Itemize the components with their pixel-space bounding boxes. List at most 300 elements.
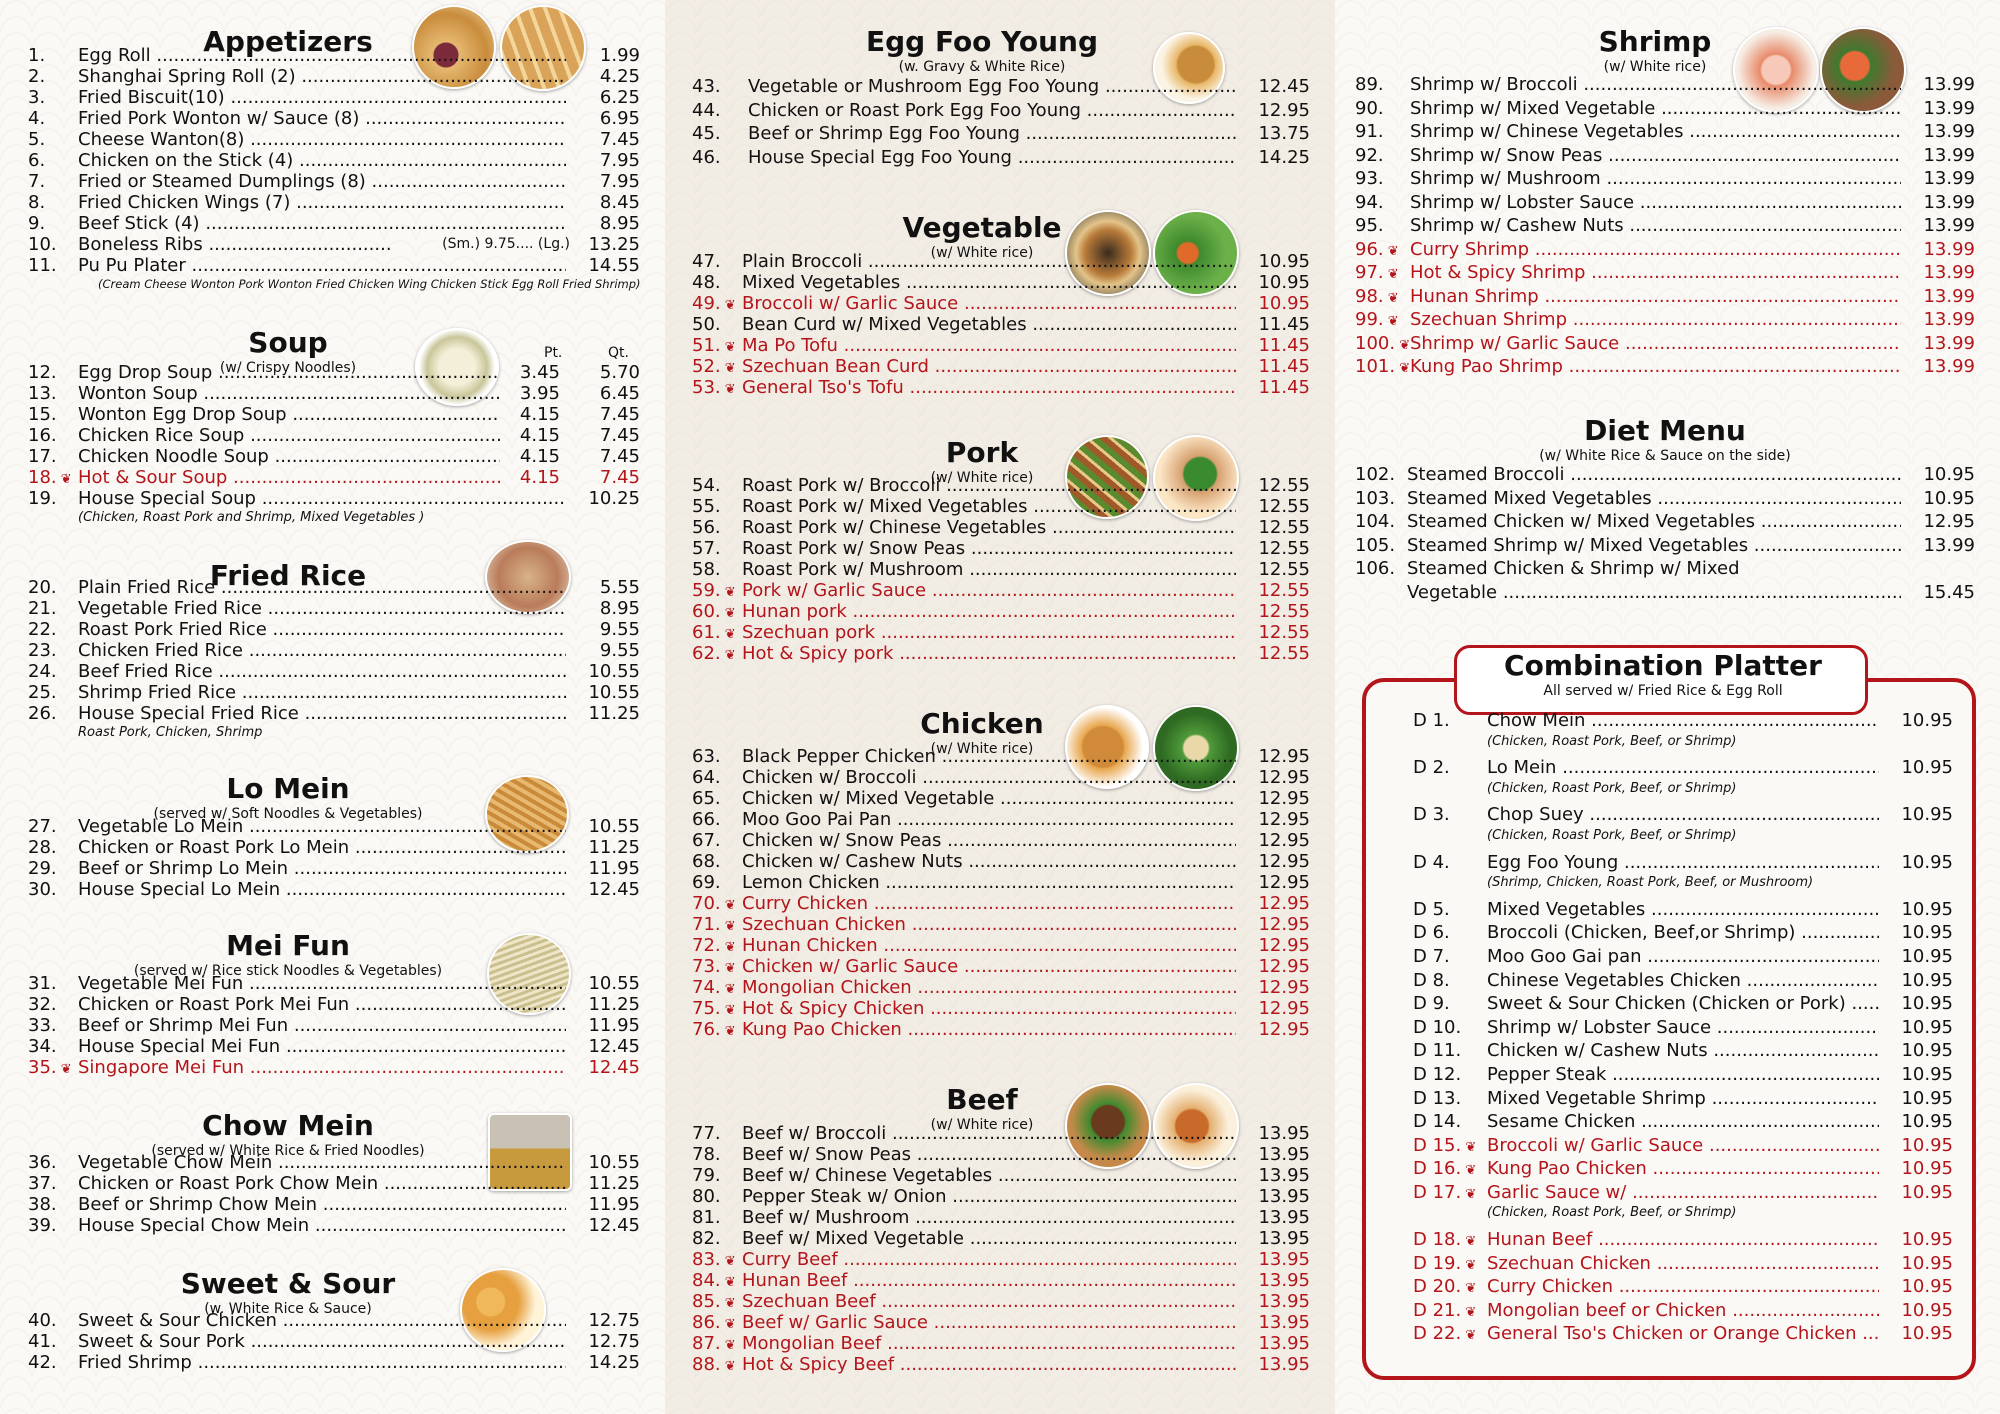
menu-item-row xyxy=(28,816,640,837)
item-name: Hot & Spicy Beef ..... xyxy=(742,1354,1236,1375)
item-price: 10.95 xyxy=(1901,993,1953,1015)
menu-item-row xyxy=(28,45,640,66)
menu-item-row xyxy=(692,893,1310,914)
item-price: 12.75 xyxy=(588,1310,640,1331)
menu-item-row xyxy=(692,622,1310,643)
item-name: Black Pepper Chicken ..... xyxy=(742,746,1236,767)
item-name: Steamed Mixed Vegetables ..... xyxy=(1407,487,1901,511)
menu-item-row xyxy=(28,973,640,994)
item-price: 6.95 xyxy=(599,108,640,129)
item-price: 12.45 xyxy=(1258,76,1310,97)
item-number xyxy=(1413,1134,1477,1158)
menu-item-row xyxy=(28,577,640,598)
item-price: 12.95 xyxy=(1258,767,1310,788)
item-price-pint: 4.15 xyxy=(519,404,560,425)
item-name: Hot & Spicy pork ..... xyxy=(742,643,1236,664)
item-price: 10.95 xyxy=(1901,1181,1953,1203)
item-number: 25. xyxy=(28,682,57,703)
item-name: House Special Fried Rice ..... xyxy=(78,703,566,724)
menu-item-row xyxy=(692,872,1310,893)
item-price: 13.99 xyxy=(1923,97,1975,119)
item-number: 33. xyxy=(28,1015,57,1036)
item-number: 38. xyxy=(28,1194,57,1215)
item-price: 10.95 xyxy=(1923,464,1975,485)
item-number xyxy=(692,935,742,956)
item-number-text: 73. xyxy=(692,956,721,977)
item-number xyxy=(692,1249,742,1270)
item-name: Roast Pork w/ Broccoli ..... xyxy=(742,475,1236,496)
item-number-text: D 19. xyxy=(1413,1252,1462,1274)
menu-item-row xyxy=(1355,238,1975,262)
item-number-text: 51. xyxy=(692,335,721,356)
item-number xyxy=(692,622,742,643)
menu-item-row xyxy=(28,858,640,879)
item-name: Hot & Sour Soup ..... xyxy=(78,467,500,488)
item-number: 89. xyxy=(1355,74,1384,95)
item-number: 46. xyxy=(692,146,721,168)
menu-item-row xyxy=(28,425,640,446)
menu-item-row xyxy=(28,682,640,703)
item-price: 13.99 xyxy=(1923,121,1975,142)
menu-item-row xyxy=(1355,557,1975,581)
appetizers-title: Appetizers xyxy=(203,25,373,58)
chicken-subtitle: (w/ White rice) xyxy=(930,741,1034,757)
item-number: D 14. xyxy=(1413,1111,1462,1133)
item-number-text: 75. xyxy=(692,998,721,1019)
item-name: Hunan Beef ..... xyxy=(1487,1228,1879,1252)
item-number xyxy=(692,1019,742,1040)
item-number-text: 59. xyxy=(692,580,721,601)
chili-pepper-icon: ❦ xyxy=(720,1024,736,1039)
lo-mein-title: Lo Mein xyxy=(226,772,350,805)
item-price: 12.45 xyxy=(588,879,640,900)
item-price: 11.95 xyxy=(588,858,640,879)
beef-list xyxy=(692,1123,1310,1375)
item-name: Moo Goo Pai Pan ..... xyxy=(742,809,1236,830)
item-name: Beef w/ Mushroom ..... xyxy=(742,1207,1236,1228)
menu-item-row xyxy=(1413,1228,1953,1252)
menu-item-row xyxy=(692,75,1310,99)
fried-rice-title: Fried Rice xyxy=(209,559,367,592)
item-name: Szechuan pork ..... xyxy=(742,622,1236,643)
menu-item-row xyxy=(28,1173,640,1194)
chow-mein-subtitle: (served w/ White Rice & Fried Noodles) xyxy=(151,1143,425,1159)
item-price: 10.95 xyxy=(1258,272,1310,293)
item-name: Lo Mein ..... xyxy=(1487,756,1879,780)
item-price: 12.95 xyxy=(1258,809,1310,830)
item-price: 12.95 xyxy=(1258,914,1310,935)
item-price: 13.95 xyxy=(1258,1165,1310,1186)
item-name: Steamed Chicken & Shrimp w/ Mixed xyxy=(1407,558,1740,579)
menu-item-row xyxy=(1413,1063,1953,1087)
fried-rice-note: Roast Pork, Chicken, Shrimp xyxy=(78,725,263,740)
chili-pepper-icon: ❦ xyxy=(720,919,736,934)
item-name: Singapore Mei Fun ..... xyxy=(78,1057,566,1078)
item-price: 10.55 xyxy=(588,661,640,682)
menu-item-row xyxy=(692,1291,1310,1312)
menu-item-row xyxy=(1413,969,1953,993)
menu-item-row xyxy=(1413,1322,1953,1346)
item-name: Sweet & Sour Chicken ..... xyxy=(78,1310,566,1331)
menu-item-row xyxy=(692,1123,1310,1144)
item-number: 42. xyxy=(28,1352,57,1373)
item-name: Chicken w/ Cashew Nuts ..... xyxy=(1487,1039,1879,1063)
menu-item-row xyxy=(28,1215,640,1236)
item-number: D 13. xyxy=(1413,1087,1462,1109)
item-price: 11.25 xyxy=(588,994,640,1015)
menu-item-row xyxy=(1413,945,1953,969)
menu-item-row xyxy=(692,851,1310,872)
item-number xyxy=(692,335,742,356)
chili-pepper-icon: ❦ xyxy=(720,382,736,397)
item-name: Hunan Chicken ..... xyxy=(742,935,1236,956)
menu-item-row xyxy=(1413,1157,1953,1181)
chili-pepper-icon: ❦ xyxy=(1383,243,1399,259)
item-name: Curry Chicken ..... xyxy=(742,893,1236,914)
menu-item-row xyxy=(692,272,1310,293)
item-name: Beef w/ Broccoli ..... xyxy=(742,1123,1236,1144)
item-number-text: 84. xyxy=(692,1270,721,1291)
item-number: 16. xyxy=(28,425,57,446)
item-price: 13.95 xyxy=(1258,1144,1310,1165)
menu-item-row xyxy=(692,1228,1310,1249)
menu-item-row xyxy=(28,362,640,383)
menu-item-row xyxy=(692,1312,1310,1333)
item-price: 10.95 xyxy=(1901,1040,1953,1062)
item-number: 94. xyxy=(1355,191,1384,213)
item-name: Wonton Soup ..... xyxy=(78,383,500,404)
menu-item-row xyxy=(1355,510,1975,534)
item-name: Pu Pu Plater ..... xyxy=(78,255,566,276)
menu-item-row xyxy=(1355,261,1975,285)
shrimp-list xyxy=(1355,73,1975,379)
chow-mein-title: Chow Mein xyxy=(202,1109,374,1142)
menu-item-row xyxy=(692,914,1310,935)
item-number-text: 87. xyxy=(692,1333,721,1354)
item-number-text: 86. xyxy=(692,1312,721,1333)
item-number: 63. xyxy=(692,746,721,767)
menu-item-row xyxy=(692,122,1310,146)
item-price: 10.95 xyxy=(1901,1299,1953,1321)
menu-item-row xyxy=(692,1186,1310,1207)
menu-item-row xyxy=(692,146,1310,170)
item-number-text: D 22. xyxy=(1413,1323,1462,1345)
item-number-text: 60. xyxy=(692,601,721,622)
menu-item-row xyxy=(692,335,1310,356)
item-price: 12.95 xyxy=(1258,851,1310,872)
item-price: 14.55 xyxy=(588,255,640,276)
egg-foo-young-list xyxy=(692,75,1310,169)
menu-item-row xyxy=(692,809,1310,830)
item-number-text: 61. xyxy=(692,622,721,643)
shrimp-subtitle: (w/ White rice) xyxy=(1603,59,1707,75)
chili-pepper-icon: ❦ xyxy=(1461,1257,1477,1273)
chili-pepper-icon: ❦ xyxy=(720,1296,736,1311)
item-number: 8. xyxy=(28,192,46,213)
item-number: 55. xyxy=(692,496,721,517)
item-name: Beef w/ Chinese Vegetables ..... xyxy=(742,1165,1236,1186)
item-name: Pork w/ Garlic Sauce ..... xyxy=(742,580,1236,601)
item-number: 91. xyxy=(1355,121,1384,142)
item-price: 12.55 xyxy=(1258,496,1310,517)
item-name: Hunan pork ..... xyxy=(742,601,1236,622)
item-price: 10.95 xyxy=(1901,969,1953,991)
item-price: 13.95 xyxy=(1258,1186,1310,1207)
combo-title: Combination Platter xyxy=(1504,649,1822,682)
chili-pepper-icon: ❦ xyxy=(720,298,736,313)
item-number: 43. xyxy=(692,76,721,97)
item-name: Beef w/ Garlic Sauce ..... xyxy=(742,1312,1236,1333)
menu-item-row xyxy=(692,643,1310,664)
item-price: 13.95 xyxy=(1258,1123,1310,1144)
item-number: 82. xyxy=(692,1228,721,1249)
shrimp-title: Shrimp xyxy=(1598,25,1712,58)
item-number xyxy=(1355,332,1410,356)
item-number: 34. xyxy=(28,1036,57,1057)
menu-item-row xyxy=(28,213,640,234)
item-price: 10.55 xyxy=(588,1152,640,1173)
item-price: 11.25 xyxy=(588,703,640,724)
combo-subtitle: All served w/ Fried Rice & Egg Roll xyxy=(1543,683,1783,699)
item-price: 15.45 xyxy=(1923,581,1975,603)
item-name: Hot & Spicy Shrimp ..... xyxy=(1410,261,1901,285)
item-price: 12.45 xyxy=(588,1057,640,1078)
item-number: D 5. xyxy=(1413,898,1450,920)
item-price: 12.75 xyxy=(588,1331,640,1352)
sweet-sour-list xyxy=(28,1310,640,1373)
menu-item-row xyxy=(28,1194,640,1215)
item-price: 10.95 xyxy=(1901,1134,1953,1156)
item-number: 31. xyxy=(28,973,57,994)
chicken-list xyxy=(692,746,1310,1040)
item-name: Egg Drop Soup ..... xyxy=(78,362,500,383)
item-number xyxy=(692,956,742,977)
item-price: 11.45 xyxy=(1258,356,1310,377)
item-number: 11. xyxy=(28,255,57,276)
item-number xyxy=(1413,1275,1477,1299)
item-number-text: 83. xyxy=(692,1249,721,1270)
vegetable-list xyxy=(692,251,1310,398)
menu-item-row xyxy=(1355,120,1975,144)
menu-item-row xyxy=(692,1270,1310,1291)
menu-item-row xyxy=(1355,97,1975,121)
item-number xyxy=(692,356,742,377)
menu-item-row xyxy=(28,446,640,467)
menu-item-row xyxy=(1355,167,1975,191)
item-name: Fried Shrimp ..... xyxy=(78,1352,566,1373)
item-number-text: D 18. xyxy=(1413,1229,1462,1251)
mei-fun-subtitle: (served w/ Rice stick Noodles & Vegetables) xyxy=(133,963,443,979)
menu-item-row xyxy=(28,255,640,276)
item-number xyxy=(692,377,742,398)
item-name: Beef w/ Mixed Vegetable ..... xyxy=(742,1228,1236,1249)
item-name: Vegetable Fried Rice ..... xyxy=(78,598,566,619)
soup-list xyxy=(28,362,640,526)
menu-item-row xyxy=(692,314,1310,335)
item-name: Roast Pork w/ Chinese Vegetables ..... xyxy=(742,517,1236,538)
item-price: 13.99 xyxy=(1923,144,1975,166)
item-number: 26. xyxy=(28,703,57,724)
item-number: 81. xyxy=(692,1207,721,1228)
item-number: 10. xyxy=(28,234,57,255)
item-name: Shrimp w/ Mushroom ..... xyxy=(1410,167,1901,191)
appetizers-note: (Cream Cheese Wonton Pork Wonton Fried Chicken Wing Chicken Stick Egg Roll Fried Shrimp) xyxy=(98,277,641,291)
item-name: Roast Pork w/ Snow Peas ..... xyxy=(742,538,1236,559)
item-name: Shrimp w/ Garlic Sauce ..... xyxy=(1410,332,1901,356)
menu-item-row xyxy=(692,1207,1310,1228)
item-number xyxy=(28,1057,78,1078)
item-price: 12.55 xyxy=(1258,622,1310,643)
item-number: 106. xyxy=(1355,558,1396,579)
beef-title: Beef xyxy=(946,1083,1018,1116)
menu-item-row xyxy=(692,580,1310,601)
menu-item-row xyxy=(1355,285,1975,309)
item-price: 12.95 xyxy=(1258,830,1310,851)
item-number-text: 97. xyxy=(1355,262,1384,283)
item-price: 10.25 xyxy=(588,488,640,509)
item-price: 12.55 xyxy=(1258,643,1310,664)
item-price: 12.55 xyxy=(1258,475,1310,496)
item-number: D 8. xyxy=(1413,969,1450,991)
item-number xyxy=(1413,1252,1477,1276)
lo-mein-list xyxy=(28,816,640,900)
item-number: 50. xyxy=(692,314,721,335)
item-price: 10.95 xyxy=(1901,757,1953,779)
item-number: 27. xyxy=(28,816,57,837)
item-name: General Tso's Tofu ..... xyxy=(742,377,1236,398)
item-number-text: 72. xyxy=(692,935,721,956)
item-name: Mongolian Chicken ..... xyxy=(742,977,1236,998)
item-name: Mixed Vegetables ..... xyxy=(742,272,1236,293)
item-name: Shanghai Spring Roll (2) ..... xyxy=(78,66,566,87)
pork-list xyxy=(692,475,1310,664)
diet-title: Diet Menu xyxy=(1584,414,1746,447)
item-number: 28. xyxy=(28,837,57,858)
menu-item-row xyxy=(28,1352,640,1373)
item-name: Curry Chicken ..... xyxy=(1487,1275,1879,1299)
item-price: 12.95 xyxy=(1258,998,1310,1019)
item-name: Shrimp w/ Mixed Vegetable ..... xyxy=(1410,97,1901,121)
menu-item-row xyxy=(28,150,640,171)
item-price: 9.55 xyxy=(599,619,640,640)
item-name: Steamed Chicken w/ Mixed Vegetables ..... xyxy=(1407,510,1901,534)
menu-item-row xyxy=(28,1152,640,1173)
item-name: General Tso's Chicken or Orange Chicken ..... xyxy=(1487,1322,1879,1346)
item-price: 12.95 xyxy=(1258,977,1310,998)
item-number: 7. xyxy=(28,171,46,192)
item-number-text: 70. xyxy=(692,893,721,914)
menu-item-row xyxy=(1413,1252,1953,1276)
item-price: 7.45 xyxy=(599,425,640,446)
item-number: 95. xyxy=(1355,215,1384,236)
item-number: 13. xyxy=(28,383,57,404)
item-number: 80. xyxy=(692,1186,721,1207)
item-name: Boneless Ribs ..... xyxy=(78,234,390,255)
soup-subtitle: (w/ Crispy Noodles) xyxy=(219,360,357,376)
menu-item-row xyxy=(28,1310,640,1331)
item-number xyxy=(692,601,742,622)
item-price: 12.95 xyxy=(1923,511,1975,532)
item-name: (Chicken, Roast Pork, Beef, or Shrimp) xyxy=(1487,780,1737,796)
item-number-text: D 20. xyxy=(1413,1276,1462,1298)
item-price: 13.99 xyxy=(1923,74,1975,95)
item-number xyxy=(1355,238,1410,262)
item-name: Chicken on the Stick (4) ..... xyxy=(78,150,566,171)
item-price: 10.95 xyxy=(1901,710,1953,731)
chili-pepper-icon: ❦ xyxy=(1461,1304,1477,1320)
item-price: 13.95 xyxy=(1258,1270,1310,1291)
item-number: D 7. xyxy=(1413,945,1450,967)
menu-item-row xyxy=(1413,921,1953,945)
menu-item-row xyxy=(692,538,1310,559)
item-number xyxy=(1413,1181,1477,1205)
menu-item-row xyxy=(28,404,640,425)
item-number: 41. xyxy=(28,1331,57,1352)
chili-pepper-icon: ❦ xyxy=(1383,314,1399,329)
item-name: Plain Fried Rice ..... xyxy=(78,577,566,598)
item-price: 10.95 xyxy=(1901,898,1953,920)
chili-pepper-icon: ❦ xyxy=(720,627,736,642)
item-number: 5. xyxy=(28,129,46,150)
item-price: 13.99 xyxy=(1923,215,1975,236)
menu-item-row xyxy=(1355,332,1975,356)
menu-item-row xyxy=(1413,756,1953,780)
item-number: 92. xyxy=(1355,144,1384,166)
item-number: D 4. xyxy=(1413,851,1450,873)
menu-item-row xyxy=(692,475,1310,496)
egg-foo-young-title: Egg Foo Young xyxy=(865,25,1099,58)
item-price: 10.95 xyxy=(1901,851,1953,873)
item-name: Sweet & Sour Chicken (Chicken or Pork) ..... xyxy=(1487,992,1879,1016)
item-price: 6.45 xyxy=(599,383,640,404)
chili-pepper-icon: ❦ xyxy=(1461,1186,1477,1202)
item-price: 11.45 xyxy=(1258,335,1310,356)
item-price: 12.95 xyxy=(1258,746,1310,767)
item-number-text: D 15. xyxy=(1413,1134,1462,1156)
vegetable-title: Vegetable xyxy=(902,211,1062,244)
item-number xyxy=(1413,1228,1477,1252)
item-price: 10.95 xyxy=(1258,251,1310,272)
menu-item-row xyxy=(1413,898,1953,922)
item-name: House Special Mei Fun ..... xyxy=(78,1036,566,1057)
menu-item-row xyxy=(692,356,1310,377)
item-name: Shrimp w/ Broccoli ..... xyxy=(1410,73,1901,97)
item-number: 57. xyxy=(692,538,721,559)
item-price: 13.95 xyxy=(1258,1354,1310,1375)
chili-pepper-icon: ❦ xyxy=(720,648,736,663)
item-number-text: D 16. xyxy=(1413,1158,1462,1180)
item-price: 10.95 xyxy=(1901,1276,1953,1298)
item-price: 13.99 xyxy=(1923,285,1975,307)
item-price: 10.95 xyxy=(1901,1063,1953,1085)
item-price: 7.95 xyxy=(599,150,640,171)
item-price: 4.25 xyxy=(599,66,640,87)
item-price: 10.95 xyxy=(1258,293,1310,314)
item-number: 48. xyxy=(692,272,721,293)
menu-item-row xyxy=(1355,308,1975,332)
menu-item-row xyxy=(692,1249,1310,1270)
item-price: 12.95 xyxy=(1258,956,1310,977)
item-number: 45. xyxy=(692,123,721,144)
item-number xyxy=(692,998,742,1019)
item-price: 12.55 xyxy=(1258,517,1310,538)
item-price: 5.70 xyxy=(599,362,640,383)
item-name: Steamed Broccoli ..... xyxy=(1407,463,1901,487)
item-number xyxy=(1413,1157,1477,1181)
menu-item-row xyxy=(28,192,640,213)
item-number-text: D 17. xyxy=(1413,1181,1462,1203)
chili-pepper-icon: ❦ xyxy=(720,1338,736,1353)
